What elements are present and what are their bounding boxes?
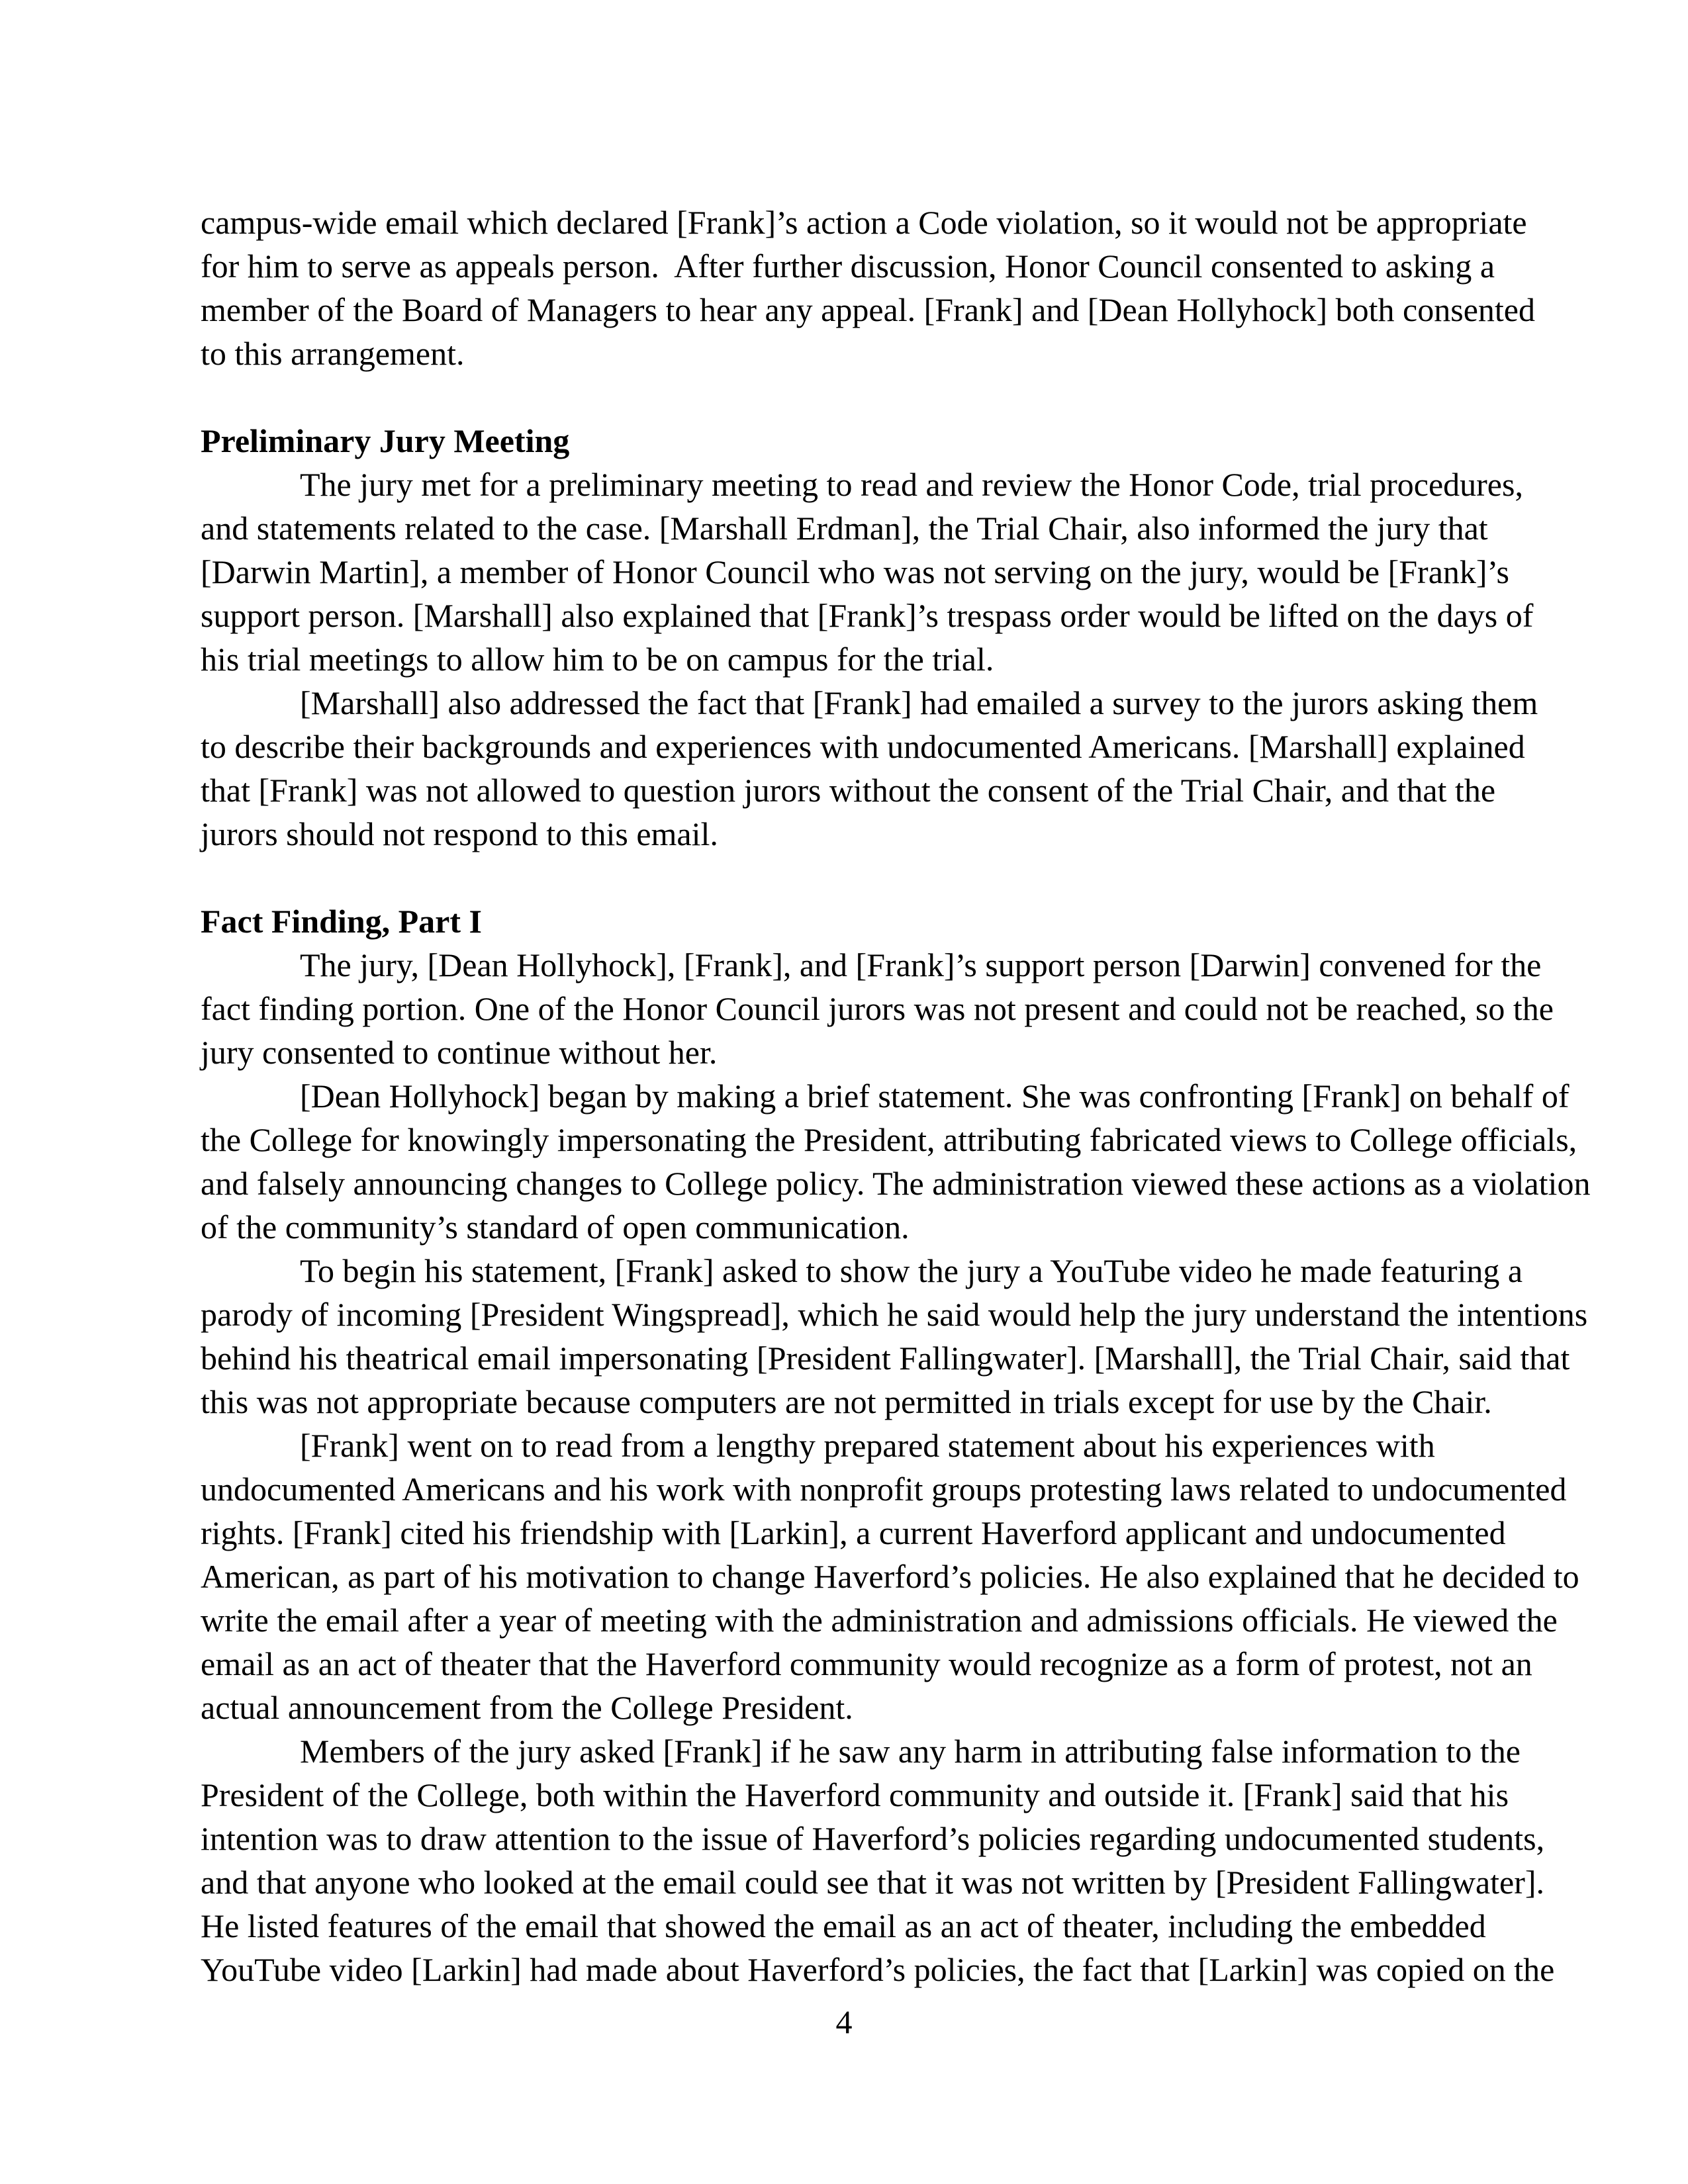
text-line: [Marshall] also addressed the fact that [Frank] had emailed a survey to the jurors asking them — [300, 684, 1538, 721]
text-line: rights. [Frank] cited his friendship with [Larkin], a current Haverford applicant and undocumented — [201, 1514, 1506, 1551]
section-heading: Fact Finding, Part I — [201, 903, 482, 940]
text-line: intention was to draw attention to the issue of Haverford’s policies regarding undocumented students, — [201, 1820, 1545, 1857]
text-line: fact finding portion. One of the Honor Council jurors was not present and could not be reached, so the — [201, 990, 1554, 1027]
text-line: President of the College, both within the Haverford community and outside it. [Frank] said that his — [201, 1776, 1509, 1813]
text-line: the College for knowingly impersonating the President, attributing fabricated views to College officials, — [201, 1121, 1577, 1158]
text-line: American, as part of his motivation to change Haverford’s policies. He also explained that he decided to — [201, 1558, 1579, 1595]
page-number: 4 — [835, 2003, 853, 2040]
text-line: this was not appropriate because computers are not permitted in trials except for use by the Chair. — [201, 1383, 1492, 1420]
paragraph — [201, 463, 1594, 681]
text-line: [Darwin Martin], a member of Honor Council who was not serving on the jury, would be [Frank]’s — [201, 553, 1509, 590]
text-line: Members of the jury asked [Frank] if he saw any harm in attributing false information to the — [300, 1733, 1521, 1770]
text-line: [Frank] went on to read from a lengthy prepared statement about his experiences with — [300, 1427, 1435, 1464]
section-heading: Preliminary Jury Meeting — [201, 422, 570, 459]
text-line: undocumented Americans and his work with nonprofit groups protesting laws related to undocumented — [201, 1471, 1567, 1508]
text-line: To begin his statement, [Frank] asked to show the jury a YouTube video he made featuring a — [300, 1252, 1523, 1289]
text-line: write the email after a year of meeting with the administration and admissions officials. He viewed the — [201, 1602, 1558, 1639]
paragraph — [201, 943, 1594, 1074]
text-line: The jury, [Dean Hollyhock], [Frank], and [Frank]’s support person [Darwin] convened for the — [300, 946, 1542, 983]
paragraph — [201, 201, 1594, 375]
paragraph — [201, 1729, 1594, 1991]
text-line: parody of incoming [President Wingspread], which he said would help the jury understand the intentions — [201, 1296, 1588, 1333]
paragraph — [201, 1074, 1594, 1249]
text-line: and statements related to the case. [Marshall Erdman], the Trial Chair, also informed the jury that — [201, 510, 1488, 547]
text-line: member of the Board of Managers to hear any appeal. [Frank] and [Dean Hollyhock] both consented — [201, 291, 1535, 328]
paragraph — [201, 681, 1594, 856]
text-line: of the community’s standard of open communication. — [201, 1208, 910, 1246]
text-line: YouTube video [Larkin] had made about Haverford’s policies, the fact that [Larkin] was copied on the — [201, 1951, 1555, 1988]
text-line: to describe their backgrounds and experiences with undocumented Americans. [Marshall] explained — [201, 728, 1525, 765]
text-line: actual announcement from the College President. — [201, 1689, 853, 1726]
text-line: behind his theatrical email impersonating [President Fallingwater]. [Marshall], the Trial Chair, said that — [201, 1340, 1570, 1377]
text-line: that [Frank] was not allowed to question jurors without the consent of the Trial Chair, and that the — [201, 772, 1496, 809]
text-line: support person. [Marshall] also explained that [Frank]’s trespass order would be lifted on the days of — [201, 597, 1534, 634]
paragraph — [201, 1249, 1594, 1424]
text-line: and falsely announcing changes to College policy. The administration viewed these actions as a violation — [201, 1165, 1591, 1202]
paragraph — [201, 1424, 1594, 1729]
text-line: for him to serve as appeals person. After further discussion, Honor Council consented to asking a — [201, 248, 1495, 285]
text-line: to this arrangement. — [201, 335, 465, 372]
text-line: He listed features of the email that showed the email as an act of theater, including the embedded — [201, 1907, 1486, 1944]
text-line: and that anyone who looked at the email could see that it was not written by [President Fallingwater]. — [201, 1864, 1545, 1901]
text-line: his trial meetings to allow him to be on campus for the trial. — [201, 641, 994, 678]
text-line: jury consented to continue without her. — [201, 1034, 718, 1071]
text-line: campus-wide email which declared [Frank]’s action a Code violation, so it would not be appropriate — [201, 204, 1527, 241]
text-line: email as an act of theater that the Haverford community would recognize as a form of protest, not an — [201, 1645, 1532, 1682]
text-line: jurors should not respond to this email. — [201, 815, 718, 852]
text-line: [Dean Hollyhock] began by making a brief statement. She was confronting [Frank] on behalf of — [300, 1077, 1570, 1115]
document-body — [201, 201, 1594, 1991]
text-line: The jury met for a preliminary meeting to read and review the Honor Code, trial procedures, — [300, 466, 1523, 503]
